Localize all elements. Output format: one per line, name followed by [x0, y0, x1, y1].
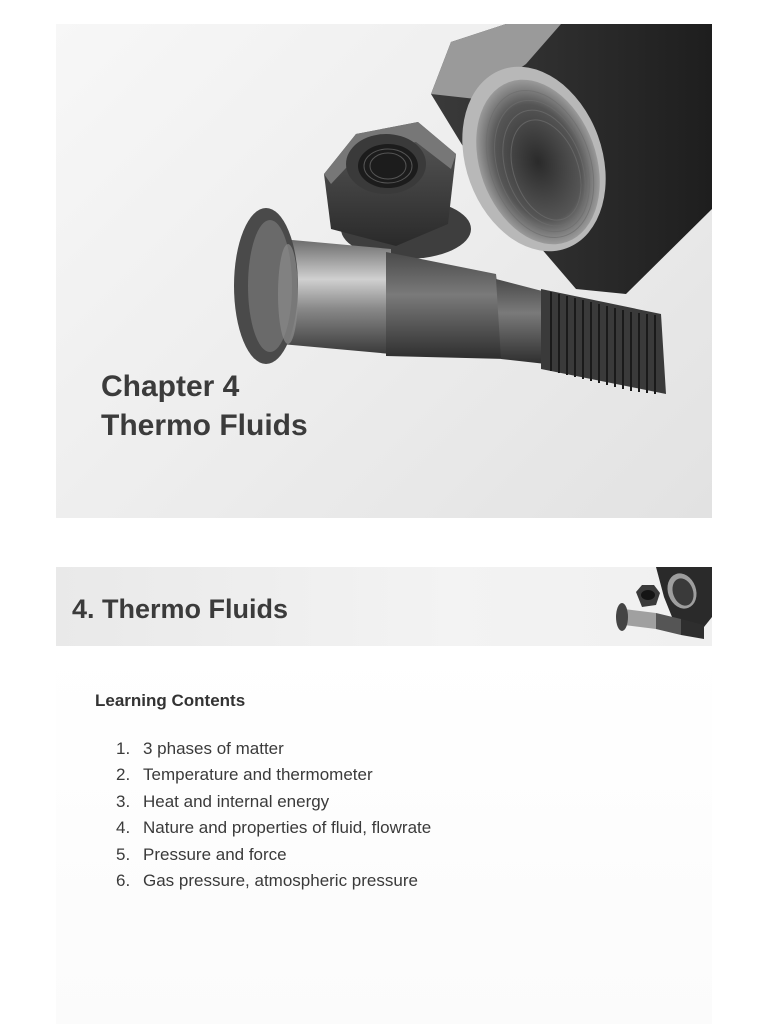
learning-contents-list: [116, 736, 431, 894]
list-item: 6. Gas pressure, atmospheric pressure: [116, 870, 418, 890]
list-item: 4. Nature and properties of fluid, flowrate: [116, 818, 432, 838]
list-item: 1. 3 phases of matter: [116, 739, 284, 758]
slide-header: [56, 567, 712, 646]
title-line-1: Chapter 4: [101, 370, 240, 403]
contents-slide: [56, 567, 712, 1024]
slide-body: [56, 646, 712, 1024]
header-thumbnail-image: [616, 567, 712, 646]
learning-contents-heading: Learning Contents: [95, 691, 246, 710]
list-item: 3. Heat and internal energy: [116, 791, 330, 811]
header-title: 4. Thermo Fluids: [72, 594, 289, 624]
title-slide: [56, 24, 712, 518]
slide-title: [101, 367, 308, 445]
small-hex-nut: [324, 122, 471, 259]
title-line-2: Thermo Fluids: [101, 409, 308, 442]
large-hex-nut: [431, 24, 712, 294]
list-item: 2. Temperature and thermometer: [116, 765, 373, 785]
list-item: 5. Pressure and force: [116, 844, 287, 864]
